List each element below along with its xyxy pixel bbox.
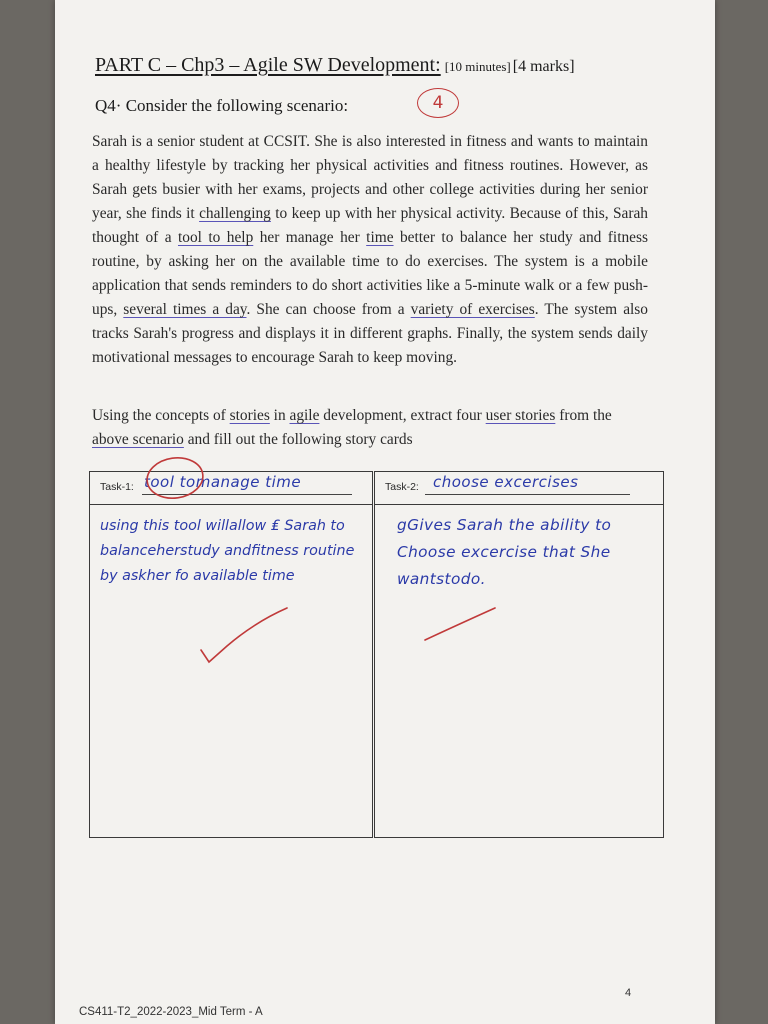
time-allowance: [10 minutes]	[444, 59, 511, 74]
page-number: 4	[625, 987, 632, 999]
task-title: choose excercises	[433, 473, 579, 491]
grader-score: 4	[417, 88, 459, 118]
section-heading	[95, 54, 575, 77]
task-label: Task-1:	[100, 481, 134, 493]
story-card-2	[374, 471, 664, 838]
section-title: PART C – Chp3 – Agile SW Development:	[95, 54, 441, 76]
exam-page	[55, 0, 715, 1024]
question-label: Q4· Consider the following scenario:	[95, 96, 349, 115]
footer-code: CS411-T2_2022-2023_Mid Term - A	[79, 1006, 263, 1018]
story-text: gGives Sarah the ability to Choose excercise that She wantstodo.	[397, 516, 612, 588]
story-card-header	[90, 472, 372, 505]
story-card-header	[375, 472, 663, 505]
title-underline	[142, 494, 352, 495]
marks-allowance: [4 marks]	[512, 58, 575, 75]
task-label: Task-2:	[385, 481, 419, 493]
task-title: tool tomanage time	[144, 473, 302, 491]
scenario-text: Sarah is a senior student at CCSIT. She is also interested in fitness and wants to maintain a healthy lifestyle by tracking her physical activities and fitness routines. However, as Sarah gets busier with her exams, projects and other college activities during her senior year, she finds it challenging to keep up with her physical activity. Because of this, Sarah thought of a tool to help her manage her time better to balance her study and fitness routine, by asking her on the available time to do exercises. The system is a mobile application that sends reminders to do short activities like a 5-minute walk or a few push-ups, several times a day. She can choose from a variety of exercises. The system also tracks Sarah's progress and displays it in different graphs. Finally, the system sends daily motivational messages to encourage Sarah to keep moving.	[92, 133, 648, 366]
story-card-1	[89, 471, 373, 838]
instructions-text: Using the concepts of stories in agile development, extract four user stories from the above scenario and fill out the following story cards	[92, 407, 612, 448]
story-text: using this tool willallow ₤ Sarah to balanceherstudy andfitness routine by askher fo available time	[100, 518, 355, 584]
title-underline	[425, 494, 630, 495]
